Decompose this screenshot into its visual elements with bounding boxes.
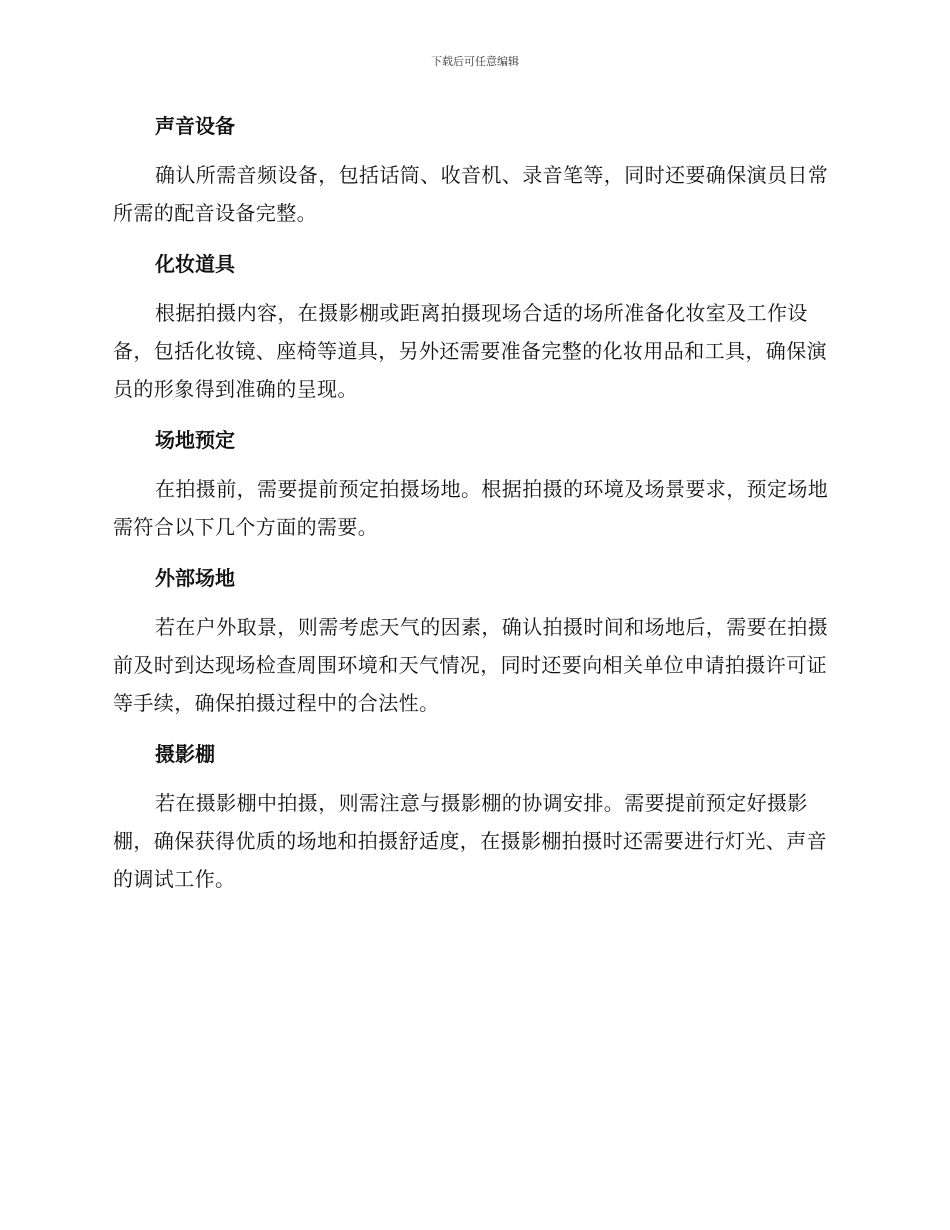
section-heading: 外部场地 [155, 566, 235, 590]
section-paragraph: 若在户外取景，则需考虑天气的因素，确认拍摄时间和场地后，需要在拍摄前及时到达现场检查周围环境和天气情况，同时还要向相关单位申请拍摄许可证等手续，确保拍摄过程中的合法性。 [113, 615, 829, 715]
section-paragraph: 确认所需音频设备，包括话筒、收音机、录音笔等，同时还要确保演员日常所需的配音设备完整。 [113, 163, 829, 225]
section-outdoor-venue [113, 558, 837, 722]
document-body [113, 106, 837, 910]
section-venue-booking [113, 420, 837, 546]
section-heading: 场地预定 [155, 428, 235, 452]
section-heading: 声音设备 [155, 114, 235, 138]
section-studio [113, 734, 837, 898]
section-paragraph: 根据拍摄内容，在摄影棚或距离拍摄现场合适的场所准备化妆室及工作设备，包括化妆镜、座椅等道具，另外还需要准备完整的化妆用品和工具，确保演员的形象得到准确的呈现。 [113, 301, 827, 401]
section-heading: 摄影棚 [155, 742, 215, 766]
page-header: 下载后可任意编辑 [431, 55, 519, 68]
section-sound-equipment [113, 106, 837, 232]
section-paragraph: 在拍摄前，需要提前预定拍摄场地。根据拍摄的环境及场景要求，预定场地需符合以下几个方面的需要。 [113, 477, 829, 539]
section-makeup-props [113, 244, 837, 408]
section-paragraph: 若在摄影棚中拍摄，则需注意与摄影棚的协调安排。需要提前预定好摄影棚，确保获得优质的场地和拍摄舒适度，在摄影棚拍摄时还需要进行灯光、声音的调试工作。 [113, 791, 827, 891]
section-heading: 化妆道具 [155, 252, 235, 276]
